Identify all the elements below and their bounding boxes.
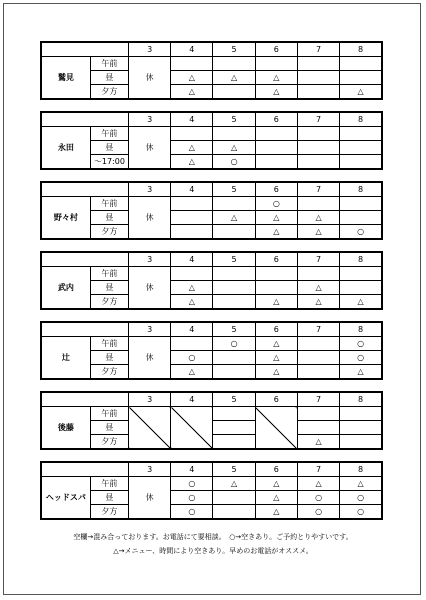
day-header: 4 — [171, 322, 213, 337]
slot-row — [41, 351, 382, 365]
availability-cell — [340, 155, 382, 170]
unavailable-day-cell — [171, 407, 213, 450]
time-slot-label: 夕方 — [90, 225, 128, 240]
day-header: 6 — [255, 182, 297, 197]
day-header-row — [41, 322, 382, 337]
day-header: 8 — [340, 112, 382, 127]
availability-cell: △ — [171, 141, 213, 155]
day-header-row — [41, 182, 382, 197]
slot-row — [41, 57, 382, 71]
time-slot-label: 夕方 — [90, 365, 128, 380]
availability-cell — [213, 365, 255, 380]
availability-cell: ○ — [171, 351, 213, 365]
availability-cell — [255, 281, 297, 295]
schedule-table — [40, 181, 383, 240]
day-header: 3 — [129, 462, 171, 477]
staff-name: 永田 — [41, 127, 90, 170]
staff-block-1 — [40, 111, 383, 170]
time-slot-label: 午前 — [90, 477, 128, 491]
availability-cell — [213, 267, 255, 281]
availability-cell — [340, 71, 382, 85]
schedule-table — [40, 461, 383, 520]
availability-cell — [340, 57, 382, 71]
day-header: 3 — [129, 392, 171, 407]
availability-cell: △ — [340, 477, 382, 491]
legend-notes — [0, 530, 426, 558]
day-header: 4 — [171, 462, 213, 477]
day-header: 8 — [340, 42, 382, 57]
slot-row — [41, 127, 382, 141]
slot-row — [41, 197, 382, 211]
availability-cell — [297, 127, 339, 141]
closed-day-cell: 休 — [129, 337, 171, 380]
day-header: 4 — [171, 252, 213, 267]
availability-cell — [340, 141, 382, 155]
slot-row — [41, 267, 382, 281]
availability-cell: △ — [213, 477, 255, 491]
day-header: 8 — [340, 182, 382, 197]
availability-cell — [297, 407, 339, 421]
availability-cell — [171, 337, 213, 351]
time-slot-label: 夕方 — [90, 85, 128, 100]
staff-name: 辻 — [41, 337, 90, 380]
staff-name: 武内 — [41, 267, 90, 310]
availability-cell: ○ — [213, 337, 255, 351]
availability-cell — [213, 197, 255, 211]
slot-row — [41, 491, 382, 505]
day-header: 6 — [255, 252, 297, 267]
legend-line-1: 空欄→混み合っております。お電話にて要相談。 ○→空きあり。ご予約とりやすいです。 — [73, 533, 353, 541]
availability-cell — [213, 225, 255, 240]
availability-cell: ○ — [255, 197, 297, 211]
day-header: 5 — [213, 462, 255, 477]
day-header: 6 — [255, 42, 297, 57]
availability-cell — [297, 71, 339, 85]
availability-cell — [297, 57, 339, 71]
day-header: 5 — [213, 392, 255, 407]
availability-cell — [340, 281, 382, 295]
availability-cell: ○ — [340, 505, 382, 520]
day-header-row — [41, 392, 382, 407]
availability-cell: △ — [171, 295, 213, 310]
availability-cell: ○ — [297, 491, 339, 505]
staff-block-0 — [40, 41, 383, 100]
day-header: 7 — [297, 252, 339, 267]
availability-cell — [340, 421, 382, 435]
availability-cell — [297, 267, 339, 281]
day-header: 7 — [297, 392, 339, 407]
unavailable-day-cell — [255, 407, 297, 450]
day-header: 5 — [213, 252, 255, 267]
day-header: 6 — [255, 112, 297, 127]
header-blank — [41, 252, 129, 267]
availability-cell — [213, 85, 255, 100]
availability-cell — [340, 127, 382, 141]
availability-cell: △ — [255, 71, 297, 85]
schedule-table — [40, 111, 383, 170]
availability-cell: △ — [171, 85, 213, 100]
availability-cell — [297, 351, 339, 365]
availability-cell — [340, 267, 382, 281]
availability-cell — [213, 491, 255, 505]
day-header: 4 — [171, 392, 213, 407]
staff-name: 後藤 — [41, 407, 90, 450]
schedule-table — [40, 41, 383, 100]
availability-cell — [213, 421, 255, 435]
availability-cell — [297, 197, 339, 211]
availability-cell — [171, 57, 213, 71]
availability-cell — [340, 407, 382, 421]
availability-cell — [255, 57, 297, 71]
availability-cell — [297, 141, 339, 155]
availability-cell — [297, 155, 339, 170]
time-slot-label: 昼 — [90, 421, 128, 435]
availability-cell: △ — [255, 491, 297, 505]
availability-cell — [297, 421, 339, 435]
time-slot-label: 昼 — [90, 211, 128, 225]
header-blank — [41, 392, 129, 407]
staff-name: 鷲見 — [41, 57, 90, 100]
availability-cell — [171, 267, 213, 281]
header-blank — [41, 182, 129, 197]
day-header: 7 — [297, 462, 339, 477]
staff-name: 野々村 — [41, 197, 90, 240]
availability-cell — [213, 351, 255, 365]
availability-cell — [171, 211, 213, 225]
staff-block-4 — [40, 321, 383, 380]
staff-name: ヘッドスパ — [41, 477, 90, 520]
slot-row — [41, 337, 382, 351]
day-header: 3 — [129, 42, 171, 57]
availability-cell: △ — [340, 295, 382, 310]
day-header: 7 — [297, 42, 339, 57]
availability-cell: △ — [297, 435, 339, 450]
day-header: 8 — [340, 462, 382, 477]
legend-line-2: △→メニュー、時間により空きあり。早めのお電話がオススメ。 — [113, 547, 313, 555]
time-slot-label: 午前 — [90, 407, 128, 421]
availability-cell: ○ — [340, 337, 382, 351]
day-header: 5 — [213, 182, 255, 197]
availability-cell — [255, 141, 297, 155]
availability-cell — [340, 435, 382, 450]
day-header: 3 — [129, 182, 171, 197]
slot-row — [41, 71, 382, 85]
availability-cell: △ — [255, 295, 297, 310]
closed-day-cell: 休 — [129, 127, 171, 170]
time-slot-label: 午前 — [90, 337, 128, 351]
availability-cell — [255, 267, 297, 281]
availability-cell: △ — [171, 155, 213, 170]
availability-cell — [213, 127, 255, 141]
time-slot-label: 午前 — [90, 197, 128, 211]
availability-cell — [213, 505, 255, 520]
closed-day-cell: 休 — [129, 477, 171, 520]
slot-row — [41, 225, 382, 240]
day-header: 4 — [171, 112, 213, 127]
availability-cell: △ — [255, 365, 297, 380]
time-slot-label: 午前 — [90, 57, 128, 71]
day-header: 8 — [340, 392, 382, 407]
unavailable-day-cell — [129, 407, 171, 450]
day-header: 6 — [255, 392, 297, 407]
day-header: 4 — [171, 42, 213, 57]
availability-cell: △ — [213, 141, 255, 155]
day-header: 3 — [129, 112, 171, 127]
availability-cell: ○ — [340, 351, 382, 365]
header-blank — [41, 322, 129, 337]
time-slot-label: 昼 — [90, 281, 128, 295]
staff-block-3 — [40, 251, 383, 310]
availability-cell — [213, 281, 255, 295]
availability-cell: △ — [297, 211, 339, 225]
time-slot-label: 午前 — [90, 127, 128, 141]
slot-row — [41, 407, 382, 421]
availability-cell — [340, 197, 382, 211]
availability-cell — [171, 225, 213, 240]
slot-row — [41, 211, 382, 225]
availability-cell — [297, 337, 339, 351]
availability-cell — [255, 155, 297, 170]
day-header: 6 — [255, 462, 297, 477]
slot-row — [41, 365, 382, 380]
availability-cell — [255, 127, 297, 141]
slot-row — [41, 505, 382, 520]
slot-row — [41, 295, 382, 310]
availability-cell — [213, 407, 255, 421]
slot-row — [41, 477, 382, 491]
header-blank — [41, 462, 129, 477]
availability-cell — [297, 85, 339, 100]
time-slot-label: 夕方 — [90, 295, 128, 310]
availability-cell — [340, 211, 382, 225]
slot-row — [41, 281, 382, 295]
closed-day-cell: 休 — [129, 197, 171, 240]
staff-block-2 — [40, 181, 383, 240]
availability-cell: △ — [255, 337, 297, 351]
availability-cell: △ — [297, 477, 339, 491]
availability-cell: ○ — [213, 155, 255, 170]
day-header: 8 — [340, 322, 382, 337]
header-blank — [41, 112, 129, 127]
availability-cell: △ — [213, 71, 255, 85]
availability-cell: △ — [213, 211, 255, 225]
day-header: 5 — [213, 112, 255, 127]
availability-cell — [171, 197, 213, 211]
availability-cell: ○ — [340, 491, 382, 505]
availability-cell: △ — [255, 477, 297, 491]
schedule-table — [40, 391, 383, 450]
time-slot-label: 午前 — [90, 267, 128, 281]
day-header: 7 — [297, 182, 339, 197]
availability-cell — [213, 435, 255, 450]
availability-cell: ○ — [171, 505, 213, 520]
day-header: 4 — [171, 182, 213, 197]
day-header: 7 — [297, 322, 339, 337]
availability-cell: ○ — [297, 505, 339, 520]
availability-cell — [213, 295, 255, 310]
availability-cell: △ — [255, 211, 297, 225]
day-header: 6 — [255, 322, 297, 337]
availability-cell: ○ — [171, 491, 213, 505]
day-header: 5 — [213, 322, 255, 337]
day-header-row — [41, 252, 382, 267]
time-slot-label: 昼 — [90, 351, 128, 365]
day-header-row — [41, 42, 382, 57]
staff-block-6 — [40, 461, 383, 520]
day-header: 8 — [340, 252, 382, 267]
slot-row — [41, 85, 382, 100]
closed-day-cell: 休 — [129, 57, 171, 100]
availability-cell: △ — [255, 351, 297, 365]
schedule-table — [40, 321, 383, 380]
slot-row — [41, 155, 382, 170]
day-header: 3 — [129, 252, 171, 267]
staff-block-5 — [40, 391, 383, 450]
time-slot-label: 夕方 — [90, 505, 128, 520]
availability-cell: △ — [255, 225, 297, 240]
slot-row — [41, 141, 382, 155]
header-blank — [41, 42, 129, 57]
time-slot-label: 昼 — [90, 491, 128, 505]
availability-cell — [297, 365, 339, 380]
availability-cell: △ — [297, 281, 339, 295]
schedule-table — [40, 251, 383, 310]
availability-cell: △ — [340, 85, 382, 100]
time-slot-label: 昼 — [90, 71, 128, 85]
availability-cell: △ — [340, 365, 382, 380]
availability-cell: △ — [297, 225, 339, 240]
day-header-row — [41, 112, 382, 127]
day-header-row — [41, 462, 382, 477]
availability-cell: △ — [171, 71, 213, 85]
availability-cell: ○ — [340, 225, 382, 240]
availability-cell: △ — [255, 85, 297, 100]
day-header: 3 — [129, 322, 171, 337]
availability-cell — [171, 127, 213, 141]
availability-cell — [213, 57, 255, 71]
day-header: 5 — [213, 42, 255, 57]
availability-cell: △ — [171, 281, 213, 295]
closed-day-cell: 休 — [129, 267, 171, 310]
time-slot-label: 昼 — [90, 141, 128, 155]
availability-cell: △ — [171, 365, 213, 380]
day-header: 7 — [297, 112, 339, 127]
availability-cell: △ — [255, 505, 297, 520]
time-slot-label: 夕方 — [90, 435, 128, 450]
time-slot-label: ～17:00 — [90, 155, 128, 170]
availability-cell: ○ — [171, 477, 213, 491]
availability-cell: △ — [297, 295, 339, 310]
